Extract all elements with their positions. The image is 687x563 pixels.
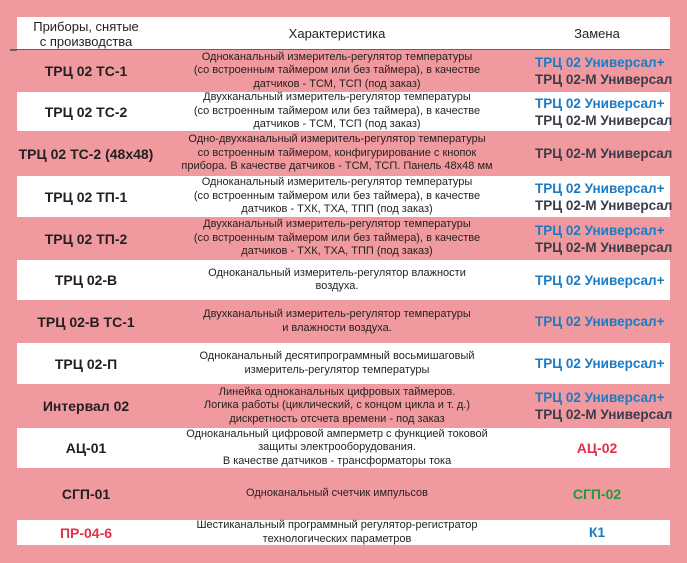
description-line: Одно-двухканальный измеритель-регулятор температуры (188, 133, 486, 146)
description-line: Двухканальный измеритель-регулятор температуры (203, 91, 471, 104)
device-name: Интервал 02 (42, 398, 130, 414)
header-replacement: Замена (574, 26, 620, 41)
device-name: АЦ-01 (65, 440, 107, 456)
description-line: Одноканальный десятипрограммный восьмишаговый (199, 350, 475, 362)
table-row (17, 300, 670, 343)
table-row (17, 131, 673, 176)
device-description (172, 428, 502, 468)
device-description (172, 217, 502, 260)
description-line: Двухканальный измеритель-регулятор температуры (203, 308, 471, 320)
replacement-model: ТРЦ 02 Универсал+ (535, 95, 665, 111)
description-line: воздуха. (315, 280, 359, 292)
table-header (17, 17, 670, 50)
replacement (512, 50, 682, 92)
description-line: датчиков - ТХК, ТХА, ТПП (под заказ) (241, 203, 433, 216)
description-line: (со встроенным таймером или без таймера), в качестве (193, 64, 481, 77)
description-line: (со встроенным таймером или без таймера), в качестве (193, 231, 481, 244)
description-line: Линейка одноканальных цифровых таймеров. (218, 385, 456, 398)
replacement-model: ТРЦ 02-М Универсал (535, 239, 673, 255)
table-row (17, 428, 670, 468)
table-row (17, 343, 670, 384)
description-line: Одноканальный цифровой амперметр с функцией токовой (186, 427, 488, 440)
table-row (17, 50, 673, 92)
table-row (17, 217, 673, 260)
device-name: ТРЦ 02 ТС-1 (44, 63, 128, 79)
device-description (172, 260, 502, 300)
description-line: (со встроенным таймером или без таймера), в качестве (193, 104, 481, 117)
replacement-model: ТРЦ 02 Универсал+ (535, 180, 665, 196)
description-line: и влажности воздуха. (282, 321, 392, 334)
description-line: датчиков - ТСМ, ТСП (под заказ) (253, 77, 421, 90)
device-name: ТРЦ 02 ТС-2 (48х48) (18, 145, 154, 162)
device-name: ТРЦ 02 ТП-1 (44, 188, 128, 205)
description-line: Одноканальный измеритель-регулятор температуры (201, 50, 473, 63)
description-line: датчиков - ТСМ, ТСП (под заказ) (253, 118, 421, 131)
replacement (512, 176, 682, 217)
replacement (512, 92, 682, 131)
replacement-model: ТРЦ 02 Универсал+ (535, 390, 665, 405)
replacement-model: ТРЦ 02-М Универсал (535, 407, 673, 422)
device-name: ТРЦ 02 ТС-2 (44, 103, 128, 120)
device-name: СГП-01 (61, 486, 111, 502)
device-description (172, 300, 502, 343)
replacement-model: ТРЦ 02 Универсал+ (535, 356, 665, 371)
device-description (172, 176, 502, 217)
device-name: ПР-04-6 (59, 524, 113, 541)
table-row (17, 260, 670, 300)
description-line: Двухканальный измеритель-регулятор температуры (203, 218, 471, 231)
replacement-model: ТРЦ 02 Универсал+ (535, 314, 665, 329)
device-description (172, 92, 502, 131)
replacement (512, 468, 682, 520)
replacement (512, 384, 682, 428)
replacement (512, 131, 682, 176)
replacement (512, 343, 682, 384)
replacement (512, 428, 682, 468)
replacement (512, 217, 682, 260)
device-description (172, 50, 502, 92)
description-line: Одноканальный счетчик импульсов (246, 487, 428, 500)
table-row (17, 91, 673, 131)
replacement (512, 520, 682, 545)
replacement-model: ТРЦ 02 Универсал+ (535, 222, 665, 238)
description-line: технологических параметров (262, 532, 412, 545)
replacement-model: ТРЦ 02-М Универсал (535, 72, 673, 87)
replacement-model: СГП-02 (572, 485, 622, 502)
replacement-model: ТРЦ 02 Универсал+ (535, 55, 665, 70)
table-row (17, 520, 670, 545)
device-name: ТРЦ 02-В (54, 272, 118, 288)
description-line: Логика работы (циклический, с концом цикла и т. д.) (203, 399, 471, 412)
description-line: дискретность отсчета времени - под заказ (229, 412, 445, 425)
device-name: ТРЦ 02-В ТС-1 (37, 313, 135, 330)
device-description (172, 468, 502, 520)
description-line: Одноканальный измеритель-регулятор температуры (201, 176, 473, 189)
description-line: измеритель-регулятор температуры (244, 363, 430, 376)
description-line: Одноканальный измеритель-регулятор влажности (208, 266, 466, 279)
description-line: датчиков - ТХК, ТХА, ТПП (под заказ) (241, 245, 433, 258)
replacement-model: ТРЦ 02-М Универсал (535, 197, 673, 213)
header-characteristics: Характеристика (288, 26, 386, 41)
replacement-model: ТРЦ 02-М Универсал (535, 146, 673, 161)
replacement-model: ТРЦ 02-М Универсал (535, 112, 673, 128)
replacement-model: АЦ-02 (576, 439, 618, 456)
device-name: ТРЦ 02-П (54, 355, 118, 372)
description-line: В качестве датчиков - трансформаторы тока (222, 454, 452, 467)
description-line: прибора. В качестве датчиков - ТСМ, ТСП. Панель 48х48 мм (181, 160, 493, 173)
description-line: защиты электрооборудования. (258, 441, 416, 454)
table-row (17, 176, 673, 217)
replacement-model: ТРЦ 02 Универсал+ (535, 272, 665, 288)
replacement (512, 260, 682, 300)
description-line: Шестиканальный программный регулятор-регистратор (196, 519, 478, 531)
table-row (17, 384, 673, 428)
table-row (17, 468, 670, 520)
device-description (172, 520, 502, 545)
device-name: ТРЦ 02 ТП-2 (44, 230, 128, 247)
description-line: (со встроенным таймером или без таймера), в качестве (193, 189, 481, 202)
replacement-model: К1 (588, 524, 606, 540)
header-discontinued: Приборы, снятые с производства (33, 18, 139, 49)
replacement (512, 300, 682, 343)
description-line: со встроенным таймером, конфигурирование с кнопок (197, 146, 477, 159)
device-description (172, 343, 502, 384)
device-description (172, 384, 502, 428)
device-description (172, 131, 502, 176)
